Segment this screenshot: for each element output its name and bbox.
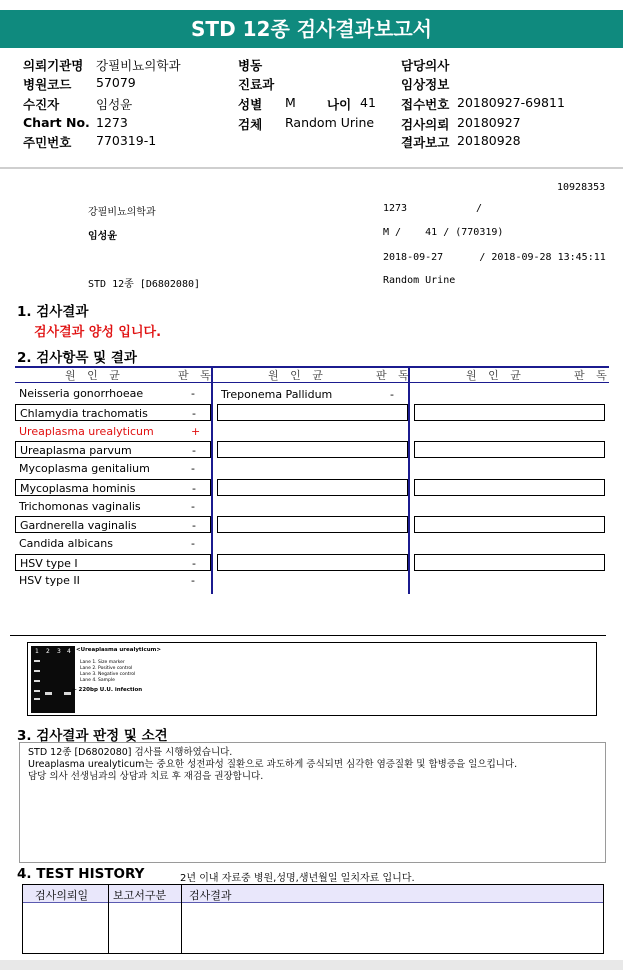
report-test: STD 12종 [D6802080] [88, 279, 201, 290]
history-col-result: 검사결과 [189, 889, 232, 902]
pathogen-name: Chlamydia trachomatis [20, 407, 148, 420]
table-row [15, 535, 211, 552]
pathogen-name: Ureaplasma parvum [20, 444, 132, 457]
examinee-label: 수진자 [23, 97, 60, 112]
column-divider [408, 366, 410, 594]
pathogen-name: Neisseria gonorrhoeae [19, 387, 144, 400]
col3-result-header: 판 독 [574, 369, 611, 382]
opinion-box [19, 742, 606, 863]
table-row [15, 498, 211, 515]
overall-result: 검사결과 양성 입니다. [34, 325, 162, 340]
report-title: STD 12종 검사결과보고서 [0, 10, 623, 48]
examinee-value: 임성윤 [96, 97, 133, 112]
pathogen-result: - [191, 387, 195, 400]
gel-band [34, 698, 40, 700]
lane-label: 3 [57, 648, 61, 655]
pathogen-result: - [192, 482, 196, 495]
pathogen-name: HSV type II [19, 574, 80, 587]
sex-label: 성별 [238, 97, 263, 112]
pathogen-result: - [192, 444, 196, 457]
gel-title: <Ureaplasma urealyticum> [76, 647, 161, 653]
lane-label: 2 [46, 648, 50, 655]
report-name: 임성윤 [88, 231, 117, 242]
gel-legend-item: Lane 1. Size marker [80, 660, 125, 665]
opinion-line: Ureaplasma urealyticum는 중요한 성전파성 질환으로 과도하게 증식되면 심각한 염증질환 및 합병증을 일으킵니다. [28, 759, 518, 770]
specimen-value: Random Urine [285, 115, 375, 130]
table-row [15, 385, 211, 402]
sex-value: M [285, 95, 296, 110]
hospital-code-label: 병원코드 [23, 77, 72, 92]
resident-label: 주민번호 [23, 135, 72, 150]
pathogen-result: - [191, 462, 195, 475]
specimen-label: 검체 [238, 117, 263, 132]
empty-cell [217, 404, 408, 421]
section4-title: 4. TEST HISTORY [17, 866, 145, 882]
pathogen-name: HSV type I [20, 557, 78, 570]
pathogen-name: Treponema Pallidum [221, 388, 333, 401]
pathogen-result: - [192, 407, 196, 420]
section2-title: 2. 검사항목 및 결과 [17, 350, 137, 366]
pathogen-result: - [191, 500, 195, 513]
pathogen-name: Mycoplasma genitalium [19, 462, 150, 475]
pathogen-name: Mycoplasma hominis [20, 482, 136, 495]
table-row [15, 441, 211, 458]
table-row [15, 516, 211, 533]
report-date-label: 결과보고 [401, 135, 450, 150]
pathogen-result: - [191, 574, 195, 587]
history-table [22, 884, 604, 954]
table-row [15, 460, 211, 477]
lane-label: 1 [35, 648, 39, 655]
report-date-value: 20180928 [457, 133, 521, 148]
gel-legend-item: Lane 3. Negative control [80, 672, 136, 677]
report-sex-age: M / 41 / (770319) [383, 227, 504, 238]
col2-pathogen-header: 원 인 균 [268, 369, 327, 382]
hospital-code-value: 57079 [96, 75, 136, 90]
age-label: 나이 [327, 97, 352, 112]
report-slash: / [476, 203, 483, 214]
report-id: 10928353 [557, 182, 606, 193]
gel-annotation: ← 220bp U.U. infection [72, 687, 143, 693]
gel-legend-item: Lane 4. Sample [80, 678, 115, 683]
col2-result-header: 판 독 [376, 369, 413, 382]
col1-pathogen-header: 원 인 균 [65, 369, 124, 382]
empty-cell [414, 404, 605, 421]
opinion-line: STD 12종 [D6802080] 검사를 시행하였습니다. [28, 747, 233, 758]
col3-pathogen-header: 원 인 균 [466, 369, 525, 382]
resident-value: 770319-1 [96, 133, 157, 148]
history-header-row [23, 885, 603, 903]
pathogen-name: Gardnerella vaginalis [20, 519, 137, 532]
gel-legend [80, 660, 135, 684]
gel-image [31, 646, 75, 713]
report-specimen: Random Urine [383, 275, 456, 286]
report-institution: 강필비뇨의학과 [88, 207, 156, 218]
empty-cell [217, 554, 408, 571]
column-divider [181, 885, 182, 953]
gel-band [34, 680, 40, 682]
pathogen-result: - [192, 519, 196, 532]
history-col-request-date: 검사의뢰일 [35, 889, 89, 902]
empty-cell [217, 479, 408, 496]
table-row [15, 479, 211, 496]
lane-label: 4 [67, 648, 71, 655]
empty-cell [414, 554, 605, 571]
request-label: 검사의뢰 [401, 117, 450, 132]
institution-value: 강필비뇨의학과 [96, 58, 181, 73]
chart-label: Chart No. [23, 115, 90, 130]
pathogen-result: - [390, 388, 394, 401]
bottom-bar [0, 960, 623, 970]
pathogen-name: Ureaplasma urealyticum [19, 425, 154, 438]
clinical-label: 임상정보 [401, 77, 450, 92]
gel-band [45, 692, 52, 695]
empty-cell [217, 516, 408, 533]
column-divider [108, 885, 109, 953]
receipt-value: 20180927-69811 [457, 95, 565, 110]
gel-band [64, 692, 71, 695]
pathogen-result: + [191, 425, 201, 438]
section-divider [10, 635, 606, 636]
gel-legend-item: Lane 2. Positive control [80, 666, 133, 671]
table-row [15, 404, 211, 421]
gel-band [34, 670, 40, 672]
section1-title: 1. 검사결과 [17, 304, 89, 320]
chart-value: 1273 [96, 115, 128, 130]
empty-cell [414, 441, 605, 458]
table-row-positive [15, 423, 211, 440]
pathogen-name: Candida albicans [19, 537, 113, 550]
department-label: 진료과 [238, 77, 275, 92]
ward-label: 병동 [238, 58, 263, 73]
institution-label: 의뢰기관명 [23, 58, 84, 73]
report-chart: 1273 [383, 203, 408, 214]
header-divider [0, 167, 623, 169]
opinion-line: 담당 의사 선생님과의 상담과 치료 후 재검을 권장합니다. [28, 771, 264, 782]
pathogen-result: - [191, 537, 195, 550]
column-divider [211, 366, 213, 594]
pathogen-result: - [192, 557, 196, 570]
history-note: 2년 이내 자료중 병원,성명,생년월일 일치자료 입니다. [180, 873, 415, 884]
history-col-report-type: 보고서구분 [113, 889, 167, 902]
patient-info [0, 0, 623, 160]
gel-band [34, 660, 40, 662]
section3-title: 3. 검사결과 판정 및 소견 [17, 728, 168, 744]
table-row [15, 572, 211, 589]
empty-cell [414, 479, 605, 496]
doctor-label: 담당의사 [401, 58, 450, 73]
gel-electrophoresis-image [27, 642, 597, 716]
receipt-label: 접수번호 [401, 97, 450, 112]
pathogen-name: Trichomonas vaginalis [19, 500, 141, 513]
empty-cell [217, 441, 408, 458]
report-dates: 2018-09-27 / 2018-09-28 13:45:11 [383, 252, 606, 263]
col1-result-header: 판 독 [178, 369, 215, 382]
request-value: 20180927 [457, 115, 521, 130]
gel-band [34, 690, 40, 692]
table-row [15, 554, 211, 571]
empty-cell [414, 516, 605, 533]
age-value: 41 [360, 95, 376, 110]
